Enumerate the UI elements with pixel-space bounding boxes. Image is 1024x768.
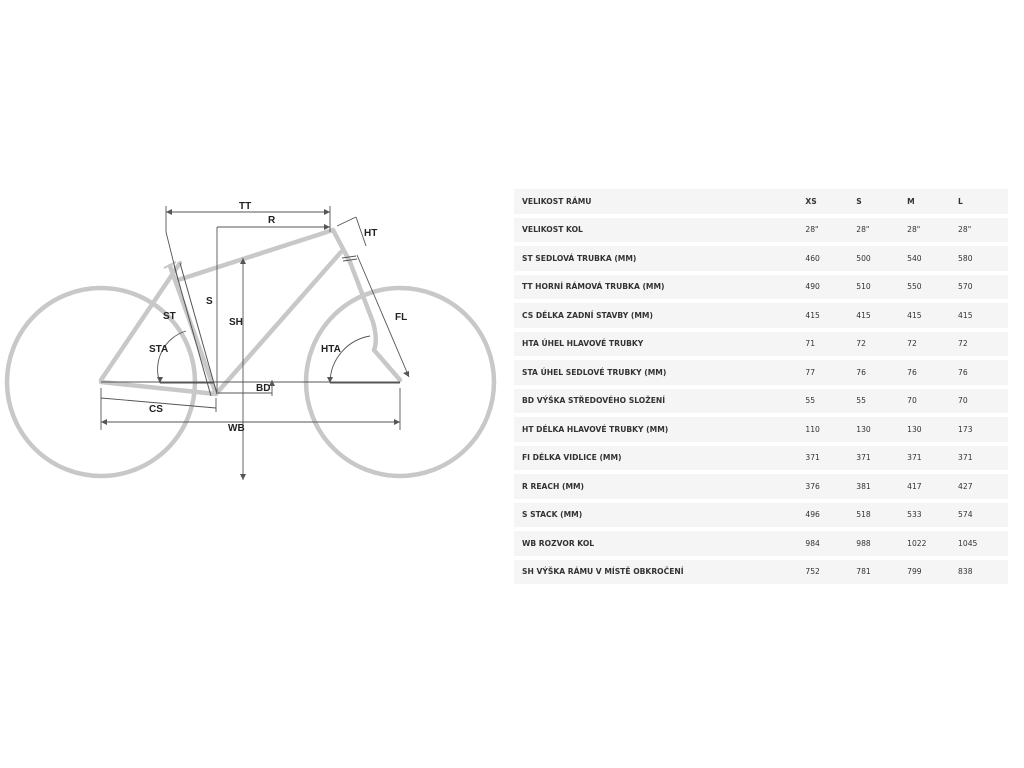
fork bbox=[350, 262, 400, 380]
cell-value: 533 bbox=[907, 503, 958, 528]
label-sh: SH bbox=[229, 317, 243, 328]
table-row bbox=[514, 218, 1008, 243]
cell-value: M bbox=[907, 189, 958, 214]
row-label: HTA ÚHEL HLAVOVÉ TRUBKY bbox=[514, 332, 805, 357]
label-wb: WB bbox=[228, 423, 245, 434]
cell-value: 70 bbox=[958, 389, 1008, 414]
row-label: WB ROZVOR KOL bbox=[514, 531, 805, 556]
table-row bbox=[514, 332, 1008, 357]
label-sta: STA bbox=[149, 344, 169, 355]
cell-value: 381 bbox=[856, 474, 907, 499]
cell-value: 415 bbox=[805, 303, 856, 328]
row-label: ST SEDLOVÁ TRUBKA (MM) bbox=[514, 246, 805, 271]
cell-value: 28" bbox=[856, 218, 907, 243]
table-row bbox=[514, 503, 1008, 528]
cell-value: 28" bbox=[805, 218, 856, 243]
cell-value: 72 bbox=[958, 332, 1008, 357]
table-row bbox=[514, 560, 1008, 585]
row-label: VELIKOST RÁMU bbox=[514, 189, 805, 214]
cell-value: 71 bbox=[805, 332, 856, 357]
cell-value: 460 bbox=[805, 246, 856, 271]
cell-value: 376 bbox=[805, 474, 856, 499]
table-row bbox=[514, 531, 1008, 556]
cell-value: 496 bbox=[805, 503, 856, 528]
cell-value: 580 bbox=[958, 246, 1008, 271]
bike-frame bbox=[101, 230, 400, 394]
top-tube bbox=[178, 230, 333, 280]
table-row bbox=[514, 417, 1008, 442]
label-r: R bbox=[268, 215, 276, 226]
label-fl: FL bbox=[395, 312, 408, 323]
bike-geometry-diagram bbox=[0, 0, 510, 768]
cell-value: 490 bbox=[805, 275, 856, 300]
label-ht: HT bbox=[364, 228, 378, 239]
arrowheads bbox=[101, 209, 409, 480]
cell-value: 570 bbox=[958, 275, 1008, 300]
label-bd: BD bbox=[256, 383, 271, 394]
table-row bbox=[514, 275, 1008, 300]
table-row bbox=[514, 389, 1008, 414]
row-label: FI DÉLKA VIDLICE (MM) bbox=[514, 446, 805, 471]
table-row bbox=[514, 360, 1008, 385]
row-label: STA ÚHEL SEDLOVÉ TRUBKY (MM) bbox=[514, 360, 805, 385]
cell-value: 500 bbox=[856, 246, 907, 271]
cell-value: L bbox=[958, 189, 1008, 214]
cell-value: 518 bbox=[856, 503, 907, 528]
cell-value: 1045 bbox=[958, 531, 1008, 556]
label-hta: HTA bbox=[321, 344, 341, 355]
row-label: CS DÉLKA ZADNÍ STAVBY (MM) bbox=[514, 303, 805, 328]
table-header-row bbox=[514, 189, 1008, 214]
chain-stay bbox=[101, 382, 216, 394]
seat-tube-line bbox=[180, 263, 217, 394]
cell-value: 110 bbox=[805, 417, 856, 442]
cell-value: 28" bbox=[907, 218, 958, 243]
cell-value: 77 bbox=[805, 360, 856, 385]
cell-value: XS bbox=[805, 189, 856, 214]
cell-value: 984 bbox=[805, 531, 856, 556]
cell-value: 72 bbox=[907, 332, 958, 357]
cell-value: 130 bbox=[856, 417, 907, 442]
label-tt: TT bbox=[239, 201, 252, 212]
cell-value: 28" bbox=[958, 218, 1008, 243]
cell-value: 427 bbox=[958, 474, 1008, 499]
cell-value: 540 bbox=[907, 246, 958, 271]
cell-value: 752 bbox=[805, 560, 856, 585]
cell-value: 72 bbox=[856, 332, 907, 357]
cell-value: 76 bbox=[856, 360, 907, 385]
cell-value: 55 bbox=[805, 389, 856, 414]
cell-value: S bbox=[856, 189, 907, 214]
cell-value: 76 bbox=[907, 360, 958, 385]
cell-value: 988 bbox=[856, 531, 907, 556]
cell-value: 417 bbox=[907, 474, 958, 499]
geometry-table-body bbox=[514, 189, 1008, 584]
cell-value: 371 bbox=[805, 446, 856, 471]
cell-value: 55 bbox=[856, 389, 907, 414]
cell-value: 510 bbox=[856, 275, 907, 300]
table-row bbox=[514, 303, 1008, 328]
cell-value: 781 bbox=[856, 560, 907, 585]
row-label: VELIKOST KOL bbox=[514, 218, 805, 243]
cell-value: 1022 bbox=[907, 531, 958, 556]
row-label: SH VÝŠKA RÁMU V MÍSTĚ OBKROČENÍ bbox=[514, 560, 805, 585]
cell-value: 415 bbox=[907, 303, 958, 328]
cell-value: 574 bbox=[958, 503, 1008, 528]
cell-value: 415 bbox=[958, 303, 1008, 328]
cell-value: 76 bbox=[958, 360, 1008, 385]
label-cs: CS bbox=[149, 404, 163, 415]
cell-value: 415 bbox=[856, 303, 907, 328]
table-row bbox=[514, 474, 1008, 499]
geometry-table bbox=[514, 185, 1008, 588]
row-label: BD VÝŠKA STŘEDOVÉHO SLOŽENÍ bbox=[514, 389, 805, 414]
row-label: R REACH (MM) bbox=[514, 474, 805, 499]
row-label: HT DÉLKA HLAVOVÉ TRUBKY (MM) bbox=[514, 417, 805, 442]
dimension-lines bbox=[101, 206, 409, 480]
cell-value: 371 bbox=[958, 446, 1008, 471]
row-label: S STACK (MM) bbox=[514, 503, 805, 528]
cell-value: 550 bbox=[907, 275, 958, 300]
cell-value: 371 bbox=[856, 446, 907, 471]
cell-value: 173 bbox=[958, 417, 1008, 442]
table-row bbox=[514, 446, 1008, 471]
label-s: S bbox=[206, 296, 213, 307]
cell-value: 130 bbox=[907, 417, 958, 442]
cell-value: 838 bbox=[958, 560, 1008, 585]
cell-value: 371 bbox=[907, 446, 958, 471]
cell-value: 70 bbox=[907, 389, 958, 414]
label-st: ST bbox=[163, 311, 176, 322]
cell-value: 799 bbox=[907, 560, 958, 585]
row-label: TT HORNÍ RÁMOVÁ TRUBKA (MM) bbox=[514, 275, 805, 300]
table-row bbox=[514, 246, 1008, 271]
